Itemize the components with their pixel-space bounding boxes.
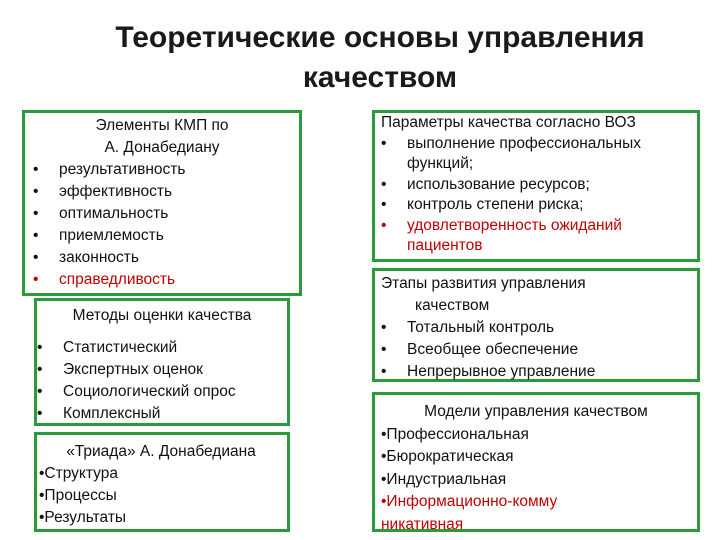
list-item: • Непрерывное управление — [381, 361, 691, 383]
kmp-heading-line1: Элементы КМП по — [95, 117, 229, 134]
models-heading: Модели управления качеством — [424, 403, 648, 420]
list-item: • Экспертных оценок — [37, 359, 281, 381]
methods-list — [37, 337, 281, 425]
models-item: •Индустриальная — [381, 470, 507, 488]
stages-heading-line2: качеством — [415, 297, 490, 314]
models-item: •Профессиональная — [381, 425, 529, 443]
who-list — [381, 134, 691, 257]
models-box — [372, 392, 700, 532]
list-item: • Статистический — [37, 337, 281, 359]
list-item: • Всеобщее обеспечение — [381, 339, 691, 361]
list-item: • приемлемость — [33, 225, 295, 247]
list-item: • эффективность — [33, 181, 295, 203]
list-item: • использование ресурсов; — [381, 175, 691, 196]
kmp-elements-box — [22, 110, 302, 296]
stages-box — [372, 268, 700, 382]
list-item: • Социологический опрос — [37, 381, 281, 403]
triad-item: •Результаты — [39, 509, 127, 526]
list-item: • оптимальность — [33, 203, 295, 225]
stages-list — [381, 317, 691, 383]
list-item: • законность — [33, 247, 295, 269]
list-item: • Комплексный — [37, 403, 281, 425]
list-item: • результативность — [33, 159, 295, 181]
page-title: Теоретические основы управления качеством — [115, 21, 645, 94]
methods-heading: Методы оценки качества — [72, 307, 252, 324]
triad-item: •Процессы — [39, 487, 117, 504]
stages-heading-line1: Этапы развития управления — [381, 275, 586, 292]
models-item-highlight: •Информационно-коммуникативная — [381, 493, 558, 533]
list-item: • Тотальный контроль — [381, 317, 691, 339]
list-item-highlight: • справедливость — [33, 269, 295, 291]
kmp-list — [33, 159, 295, 291]
list-item: • контроль степени риска; — [381, 195, 691, 216]
triad-heading: «Триада» А. Донабедиана — [66, 443, 256, 460]
triad-item: •Структура — [39, 465, 118, 482]
kmp-heading-line2: А. Донабедиану — [104, 139, 220, 156]
who-heading: Параметры качества согласно ВОЗ — [381, 114, 636, 131]
triad-box — [34, 432, 290, 532]
list-item-highlight: • удовлетворенность ожиданий пациентов — [381, 216, 691, 257]
models-item: •Бюрократическая — [381, 448, 514, 465]
methods-box — [34, 298, 290, 426]
list-item: • выполнение профессиональных функций; — [381, 134, 691, 175]
who-params-box — [372, 110, 700, 262]
